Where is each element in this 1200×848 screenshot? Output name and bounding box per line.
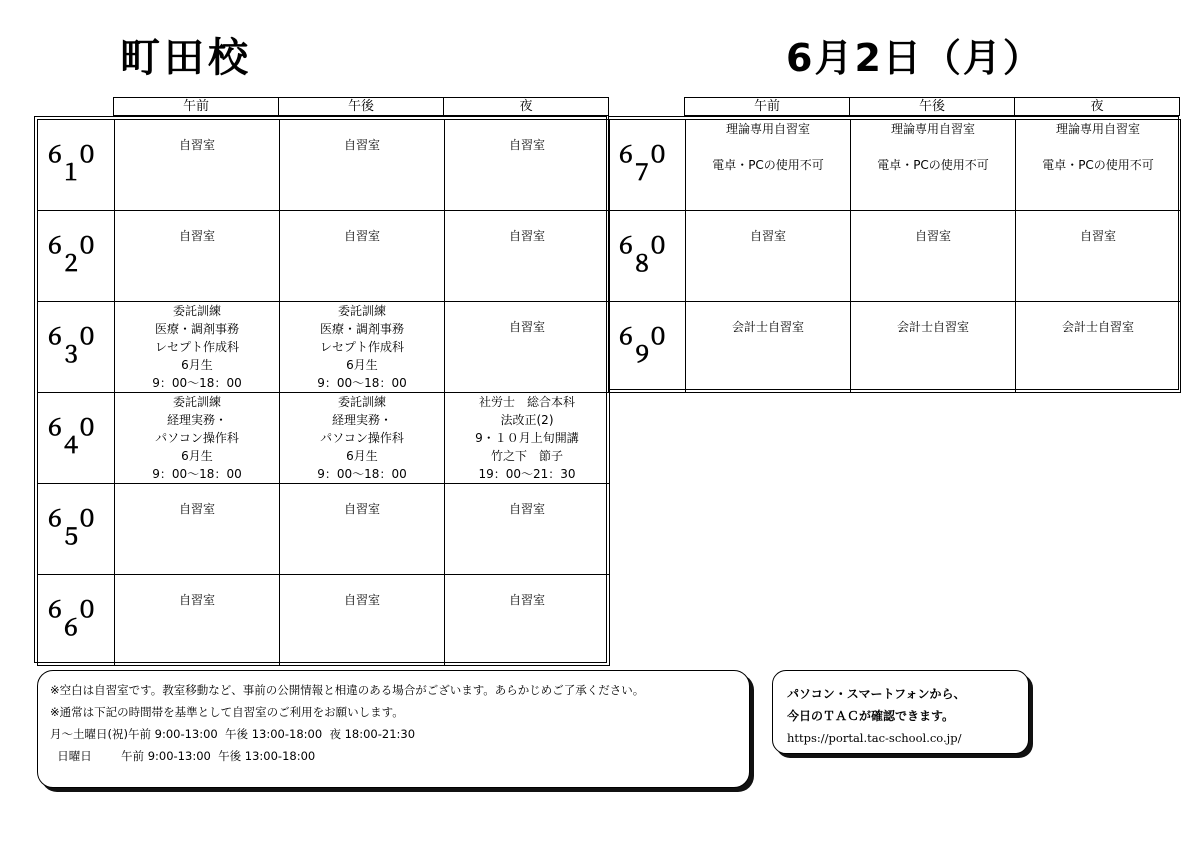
- slot-text: 委託訓練: [337, 304, 386, 318]
- room-row: [609, 120, 1181, 211]
- slot-text: 会計士自習室: [731, 320, 804, 334]
- slot-text: 会計士自習室: [1061, 320, 1134, 334]
- slot-pm: [280, 393, 445, 484]
- weekday-hours: 月～土曜日(祝)午前 9:00-13:00 午後 13:00-18:00 夜 18:00-21:30: [50, 727, 416, 741]
- usage-notice: [37, 670, 750, 788]
- slot-text: 竹之下 節子: [490, 449, 563, 463]
- column-night: 夜: [1015, 98, 1180, 116]
- room-row: [38, 484, 610, 575]
- slot-text: 自習室: [178, 229, 215, 243]
- slot-text: 医療・調剤事務: [154, 322, 239, 336]
- slot-text: 自習室: [178, 593, 215, 607]
- slot-text: 自習室: [343, 502, 380, 516]
- slot-text: 9：00～18：00: [152, 467, 242, 481]
- slot-text: 自習室: [178, 502, 215, 516]
- slot-pm: [280, 211, 445, 302]
- slot-text: 自習室: [749, 229, 786, 243]
- slot-text: 自習室: [343, 138, 380, 152]
- portal-info-box: [772, 670, 1029, 754]
- slot-text: 9・１０月上旬開講: [475, 431, 579, 445]
- slot-text: 自習室: [508, 138, 545, 152]
- portal-text: 今日のＴＡＣが確認できます。: [787, 709, 955, 723]
- room-number: ６０８: [609, 211, 686, 302]
- slot-am: [115, 211, 280, 302]
- room-number: ６０１: [38, 120, 115, 211]
- slot-night: [1016, 302, 1181, 393]
- slot-night: [445, 211, 610, 302]
- slot-text: 自習室: [508, 502, 545, 516]
- slot-text: 6月生: [346, 358, 378, 372]
- slot-night: [445, 393, 610, 484]
- slot-pm: [851, 211, 1016, 302]
- room-number: ６０３: [38, 302, 115, 393]
- slot-night: [1016, 211, 1181, 302]
- slot-am: [115, 484, 280, 575]
- slot-text: 9：00～18：00: [317, 376, 407, 390]
- slot-text: 自習室: [178, 138, 215, 152]
- slot-night: [445, 575, 610, 666]
- room-row: [38, 302, 610, 393]
- slot-am: [686, 120, 851, 211]
- slot-night: [445, 120, 610, 211]
- spacer: [1016, 138, 1180, 156]
- slot-am: [115, 393, 280, 484]
- slot-text: 会計士自習室: [896, 320, 969, 334]
- slot-text: 自習室: [508, 593, 545, 607]
- column-am: 午前: [114, 98, 279, 116]
- slot-text: 6月生: [181, 449, 213, 463]
- room-row: [38, 575, 610, 666]
- slot-text: 9：00～18：00: [152, 376, 242, 390]
- slot-text: 委託訓練: [172, 395, 221, 409]
- slot-text: パソコン操作科: [320, 431, 404, 445]
- slot-am: [115, 575, 280, 666]
- slot-text: 委託訓練: [172, 304, 221, 318]
- slot-text: 9：00～18：00: [317, 467, 407, 481]
- spacer: [686, 138, 850, 156]
- room-row: [38, 393, 610, 484]
- slot-text: 委託訓練: [337, 395, 386, 409]
- room-number: ６０７: [609, 120, 686, 211]
- room-row: [609, 302, 1181, 393]
- slot-am: [115, 302, 280, 393]
- slot-text: 法改正(2): [500, 413, 554, 427]
- slot-text: レセプト作成科: [154, 340, 239, 354]
- slot-night: [1016, 120, 1181, 211]
- slot-text: 医療・調剤事務: [319, 322, 404, 336]
- slot-text: 電卓・PCの使用不可: [877, 158, 989, 172]
- slot-text: 自習室: [914, 229, 951, 243]
- right-column-header: [684, 97, 1180, 116]
- column-night: 夜: [444, 98, 609, 116]
- slot-pm: [280, 302, 445, 393]
- school-name: 町田校: [120, 35, 252, 81]
- column-am: 午前: [685, 98, 850, 116]
- slot-text: 自習室: [508, 320, 545, 334]
- sunday-hours: 日曜日 午前 9:00-13:00 午後 13:00-18:00: [50, 749, 316, 763]
- slot-night: [445, 484, 610, 575]
- slot-text: 6月生: [346, 449, 378, 463]
- room-number: ６０４: [38, 393, 115, 484]
- notice-line: ※通常は下記の時間帯を基準として自習室のご利用をお願いします。: [50, 705, 404, 719]
- slot-am: [686, 211, 851, 302]
- notice-line: ※空白は自習室です。教室移動など、事前の公開情報と相違のある場合がございます。あらかじめご了承ください。: [50, 683, 645, 697]
- room-row: [38, 120, 610, 211]
- left-room-schedule: [37, 119, 610, 666]
- slot-text: 理論専用自習室: [725, 122, 810, 136]
- slot-pm: [280, 120, 445, 211]
- slot-text: 理論専用自習室: [1055, 122, 1140, 136]
- slot-night: [445, 302, 610, 393]
- slot-text: パソコン操作科: [155, 431, 239, 445]
- portal-url-link[interactable]: https://portal.tac-school.co.jp/: [787, 731, 962, 745]
- room-number: ６０５: [38, 484, 115, 575]
- slot-text: 自習室: [1079, 229, 1116, 243]
- room-row: [38, 211, 610, 302]
- room-number: ６０９: [609, 302, 686, 393]
- room-number: ６０２: [38, 211, 115, 302]
- schedule-date: 6月2日（月）: [786, 36, 1043, 80]
- slot-text: 自習室: [343, 229, 380, 243]
- right-room-schedule: [608, 119, 1181, 393]
- slot-text: 経理実務・: [331, 413, 392, 427]
- slot-pm: [280, 484, 445, 575]
- slot-pm: [851, 120, 1016, 211]
- slot-am: [115, 120, 280, 211]
- slot-text: 自習室: [508, 229, 545, 243]
- slot-text: 6月生: [181, 358, 213, 372]
- room-row: [609, 211, 1181, 302]
- left-column-header: [113, 97, 609, 116]
- spacer: [851, 138, 1015, 156]
- slot-text: 理論専用自習室: [890, 122, 975, 136]
- column-pm: 午後: [279, 98, 444, 116]
- column-pm: 午後: [850, 98, 1015, 116]
- slot-am: [686, 302, 851, 393]
- slot-text: 電卓・PCの使用不可: [712, 158, 824, 172]
- slot-pm: [851, 302, 1016, 393]
- slot-text: レセプト作成科: [319, 340, 404, 354]
- slot-text: 経理実務・: [166, 413, 227, 427]
- slot-text: 19：00～21：30: [478, 467, 576, 481]
- slot-text: 電卓・PCの使用不可: [1042, 158, 1154, 172]
- slot-text: 自習室: [343, 593, 380, 607]
- slot-pm: [280, 575, 445, 666]
- portal-text: パソコン・スマートフォンから、: [787, 687, 966, 701]
- slot-text: 社労士 総合本科: [478, 395, 575, 409]
- room-number: ６０６: [38, 575, 115, 666]
